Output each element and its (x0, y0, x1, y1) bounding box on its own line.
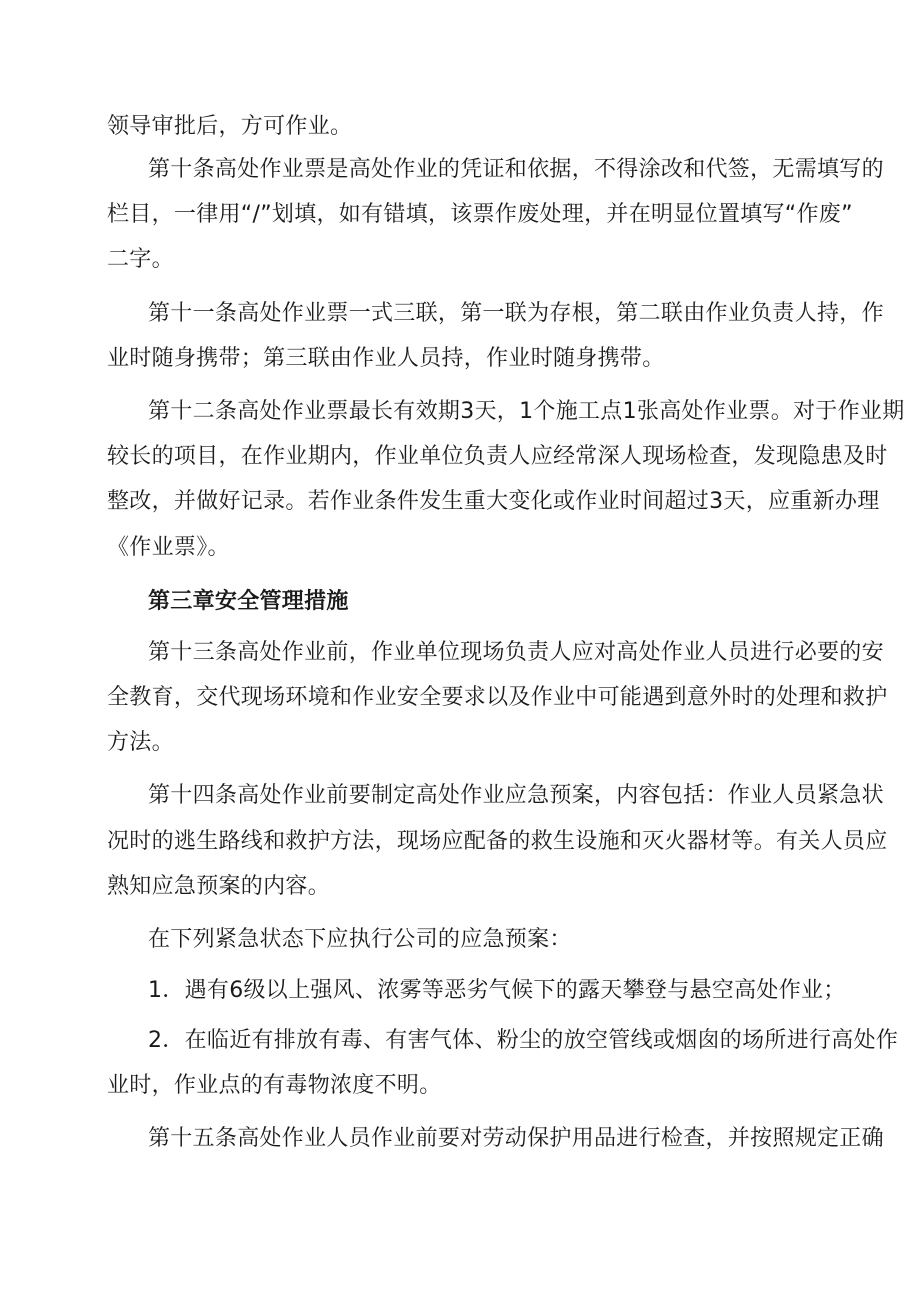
paragraph-article-14: 第十四条高处作业前要制定高处作业应急预案，内容包括：作业人员紧急状 (148, 783, 884, 808)
text-line: 况时的逃生路线和救护方法，现场应配备的救生设施和灭火器材等。有关人员应 (107, 829, 888, 854)
text-line: 二字。 (107, 247, 174, 272)
paragraph-article-10: 第十条高处作业票是高处作业的凭证和依据，不得涂改和代签，无需填写的 (148, 157, 884, 182)
text-line: 熟知应急预案的内容。 (107, 874, 331, 899)
text-line: 全教育，交代现场环境和作业安全要求以及作业中可能遇到意外时的处理和救护 (107, 685, 888, 710)
text-line: 领导审批后，方可作业。 (107, 114, 353, 139)
text-line: 业时随身携带；第三联由作业人员持，作业时随身携带。 (107, 346, 665, 371)
list-item-2: 2．在临近有排放有毒、有害气体、粉尘的放空管线或烟囱的场所进行高处作 (148, 1028, 899, 1053)
paragraph-article-13: 第十三条高处作业前，作业单位现场负责人应对高处作业人员进行必要的安 (148, 640, 884, 665)
list-item-1: 1．遇有6级以上强风、浓雾等恶劣气候下的露天攀登与悬空高处作业； (148, 978, 846, 1003)
paragraph-emergency-intro: 在下列紧急状态下应执行公司的应急预案： (148, 927, 572, 952)
text-line: 《作业票》。 (107, 535, 230, 560)
chapter-heading: 第三章安全管理措施 (148, 589, 349, 614)
text-line: 整改，并做好记录。若作业条件发生重大变化或作业时间超过3天，应重新办理 (107, 489, 880, 514)
paragraph-article-12: 第十二条高处作业票最长有效期3天，1个施工点1张高处作业票。对于作业期 (148, 399, 905, 424)
text-line: 较长的项目，在作业期内，作业单位负责人应经常深人现场检查，发现隐患及时 (107, 444, 888, 469)
text-line: 栏目，一律用“/”划填，如有错填，该票作废处理，并在明显位置填写“作废” (107, 202, 853, 227)
text-line: 方法。 (107, 730, 174, 755)
paragraph-article-11: 第十一条高处作业票一式三联，第一联为存根，第二联由作业负责人持，作 (148, 301, 884, 326)
text-line: 业时，作业点的有毒物浓度不明。 (107, 1073, 442, 1098)
paragraph-article-15: 第十五条高处作业人员作业前要对劳动保护用品进行检查，并按照规定正确 (148, 1126, 884, 1151)
